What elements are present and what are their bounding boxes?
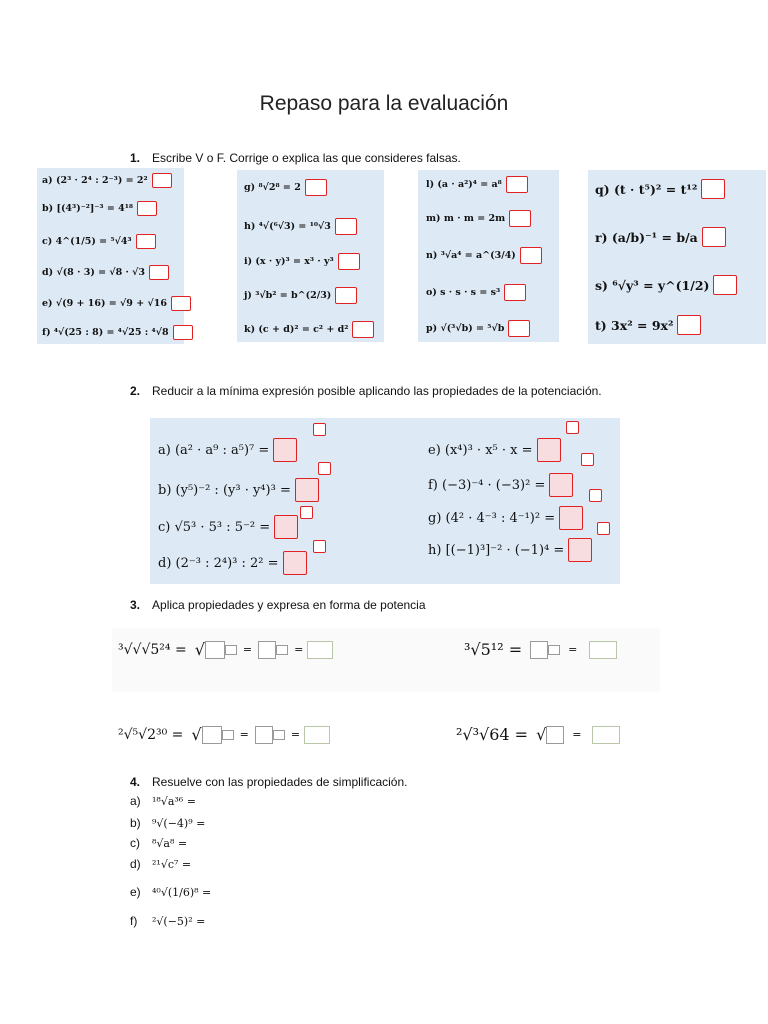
item-label: f) <box>130 914 138 928</box>
base-box[interactable] <box>530 641 548 659</box>
base-box[interactable] <box>202 726 222 744</box>
equals-sign: = <box>572 728 582 741</box>
equals-sign: = <box>239 728 249 741</box>
exponent-box[interactable] <box>313 540 326 553</box>
equals-sign: = <box>290 728 301 741</box>
answer-box[interactable] <box>509 210 531 227</box>
expression: ²√³√64 = <box>456 725 529 744</box>
answer-box[interactable] <box>295 478 319 502</box>
item-label: d) <box>130 857 141 871</box>
answer-box[interactable] <box>136 234 156 249</box>
q1-item-i <box>244 253 360 270</box>
q1-item-q <box>595 179 725 199</box>
answer-box[interactable] <box>508 320 530 337</box>
q1-item-o <box>426 284 526 301</box>
q1-item-f <box>42 325 193 340</box>
base-box[interactable] <box>205 641 225 659</box>
answer-box[interactable] <box>283 551 307 575</box>
q1-item-s <box>595 275 737 295</box>
expression: ³√5¹² = <box>464 640 523 659</box>
q4-item-b <box>130 816 205 830</box>
expression: g) ⁸√2⁸ = 2 <box>244 182 301 193</box>
expression: r) (a/b)⁻¹ = b/a <box>595 229 698 245</box>
answer-box[interactable] <box>568 538 592 562</box>
base-box[interactable] <box>255 726 273 744</box>
answer-box[interactable] <box>677 315 701 335</box>
q1-item-b <box>42 201 157 216</box>
item-label: e) <box>130 885 141 899</box>
q3-item-1 <box>118 640 333 659</box>
expression: o) s · s · s = s³ <box>426 287 501 298</box>
expression: n) ³√a⁴ = a^(3/4) <box>426 250 516 261</box>
q1-item-a <box>42 173 172 188</box>
radical-sign: √ <box>194 640 205 659</box>
expression: m) m · m = 2m <box>426 213 506 224</box>
equals-sign: = <box>242 643 253 656</box>
q4-item-e <box>130 885 211 899</box>
q1-item-t <box>595 315 701 335</box>
expression: d) √(8 · 3) = √8 · √3 <box>42 267 146 278</box>
exponent-box[interactable] <box>581 453 594 466</box>
answer-box[interactable] <box>589 641 617 659</box>
expression: e) √(9 + 16) = √9 + √16 <box>42 298 167 309</box>
radical-sign: √ <box>191 725 202 744</box>
expression: a) (a² · a⁹ : a⁵)⁷ = <box>158 442 270 458</box>
q2-item-a <box>158 438 297 462</box>
expression: ²¹√c⁷ = <box>152 857 192 871</box>
answer-box[interactable] <box>149 265 169 280</box>
question-number: 4. <box>130 775 141 789</box>
expression: s) ⁶√y³ = y^(1/2) <box>595 277 710 293</box>
q2-item-h <box>428 538 592 562</box>
item-label: c) <box>130 836 140 850</box>
expression: t) 3x² = 9x² <box>595 317 674 333</box>
expression: a) (2³ · 2⁴ : 2⁻³) = 2² <box>42 175 148 186</box>
expression: ²√⁵√2³⁰ = <box>118 726 184 743</box>
answer-box[interactable] <box>549 473 573 497</box>
answer-box[interactable] <box>701 179 725 199</box>
exponent-box[interactable] <box>276 645 288 655</box>
answer-box[interactable] <box>335 287 357 304</box>
answer-box[interactable] <box>171 296 191 311</box>
exponent-box[interactable] <box>222 730 234 740</box>
equals-sign: = <box>568 643 578 656</box>
q2-item-e <box>428 438 561 462</box>
q3-item-2 <box>464 640 617 659</box>
expression: ⁴⁰√(1/6)⁸ = <box>152 885 212 899</box>
answer-box[interactable] <box>173 325 193 340</box>
expression: p) √(³√b) = ⁵√b <box>426 323 505 334</box>
expression: ⁹√(−4)⁹ = <box>152 816 206 830</box>
exponent-box[interactable] <box>225 645 237 655</box>
question-text: Resuelve con las propiedades de simplificación. <box>152 775 408 789</box>
q4-item-d <box>130 857 191 871</box>
page-title: Repaso para la evaluación <box>259 92 509 115</box>
answer-box[interactable] <box>506 176 528 193</box>
expression: c) √5³ · 5³ : 5⁻² = <box>158 519 271 535</box>
expression: k) (c + d)² = c² + d² <box>244 324 349 335</box>
expression: h) [(−1)³]⁻² · (−1)⁴ = <box>428 542 565 558</box>
answer-box[interactable] <box>352 321 374 338</box>
q2-item-b <box>158 478 319 502</box>
expression: ⁸√a⁸ = <box>152 836 188 850</box>
answer-box[interactable] <box>713 275 737 295</box>
q1-item-n <box>426 247 542 264</box>
q4-item-a <box>130 794 196 808</box>
question-4-heading <box>130 775 408 789</box>
q1-item-m <box>426 210 531 227</box>
q4-item-f <box>130 914 205 928</box>
answer-box[interactable] <box>520 247 542 264</box>
question-number: 2. <box>130 384 141 398</box>
expression: i) (x · y)³ = x³ · y³ <box>244 256 334 267</box>
question-number: 1. <box>130 151 141 165</box>
exponent-box[interactable] <box>300 506 313 519</box>
q1-panel-1 <box>37 168 184 344</box>
answer-box[interactable] <box>274 515 298 539</box>
radical-sign: √ <box>536 725 547 744</box>
expression: e) (x⁴)³ · x⁵ · x = <box>428 442 533 458</box>
question-1-heading <box>130 151 461 165</box>
expression: q) (t · t⁵)² = t¹² <box>595 181 698 197</box>
answer-box[interactable] <box>152 173 172 188</box>
answer-box[interactable] <box>305 179 327 196</box>
question-text: Escribe V o F. Corrige o explica las que consideres falsas. <box>152 151 461 165</box>
equals-sign: = <box>294 643 304 656</box>
exponent-box[interactable] <box>566 421 579 434</box>
answer-box[interactable] <box>338 253 360 270</box>
question-number: 3. <box>130 598 141 612</box>
q1-item-c <box>42 234 156 249</box>
expression: f) ⁴√(25 : 8) = ⁴√25 : ⁴√8 <box>42 327 169 338</box>
q2-item-c <box>158 515 298 539</box>
exponent-box[interactable] <box>548 645 560 655</box>
question-text: Reducir a la mínima expresión posible aplicando las propiedades de la potenciación. <box>152 384 602 398</box>
exponent-box[interactable] <box>273 730 285 740</box>
q1-item-r <box>595 227 726 247</box>
answer-box[interactable] <box>137 201 157 216</box>
exponent-box[interactable] <box>597 522 610 535</box>
q1-item-j <box>244 287 357 304</box>
answer-box[interactable] <box>559 506 583 530</box>
exponent-box[interactable] <box>318 462 331 475</box>
question-3-heading <box>130 598 426 612</box>
expression: h) ⁴√(⁶√3) = ¹⁰√3 <box>244 221 331 232</box>
q4-item-c <box>130 836 187 850</box>
expression: b) (y⁵)⁻² : (y³ · y⁴)³ = <box>158 482 291 498</box>
item-label: b) <box>130 816 141 830</box>
q2-item-f <box>428 473 573 497</box>
expression: b) [(4³)⁻²]⁻³ = 4¹⁸ <box>42 203 134 214</box>
q3-panel-top <box>112 628 660 692</box>
q1-item-l <box>426 176 528 193</box>
expression: ²√(−5)² = <box>152 914 206 928</box>
answer-box[interactable] <box>537 438 561 462</box>
base-box[interactable] <box>546 726 564 744</box>
expression: j) ³√b² = b^(2/3) <box>244 290 332 301</box>
q1-item-h <box>244 218 357 235</box>
q2-item-g <box>428 506 583 530</box>
item-label: a) <box>130 794 141 808</box>
exponent-box[interactable] <box>313 423 326 436</box>
q1-item-d <box>42 265 169 280</box>
expression: d) (2⁻³ : 2⁴)³ : 2² = <box>158 555 279 571</box>
answer-box[interactable] <box>335 218 357 235</box>
q3-item-3 <box>118 725 330 744</box>
expression: ¹⁸√a³⁶ = <box>152 794 196 808</box>
exponent-box[interactable] <box>589 489 602 502</box>
answer-box[interactable] <box>702 227 726 247</box>
question-2-heading <box>130 384 602 398</box>
expression: f) (−3)⁻⁴ · (−3)² = <box>428 477 546 493</box>
expression: c) 4^(1/5) = ⁵√4³ <box>42 236 132 247</box>
q1-item-e <box>42 296 191 311</box>
expression: g) (4² · 4⁻³ : 4⁻¹)² = <box>428 510 556 526</box>
base-box[interactable] <box>258 641 276 659</box>
q1-item-g <box>244 179 327 196</box>
answer-box[interactable] <box>504 284 526 301</box>
expression: l) (a · a²)⁴ = a⁸ <box>426 179 502 190</box>
answer-box[interactable] <box>304 726 330 744</box>
q1-item-p <box>426 320 530 337</box>
q2-item-d <box>158 551 307 575</box>
expression: ³√√√5²⁴ = <box>118 641 187 658</box>
q3-item-4 <box>456 725 620 744</box>
answer-box[interactable] <box>307 641 333 659</box>
question-text: Aplica propiedades y expresa en forma de potencia <box>152 598 426 612</box>
answer-box[interactable] <box>592 726 620 744</box>
q1-item-k <box>244 321 374 338</box>
answer-box[interactable] <box>273 438 297 462</box>
